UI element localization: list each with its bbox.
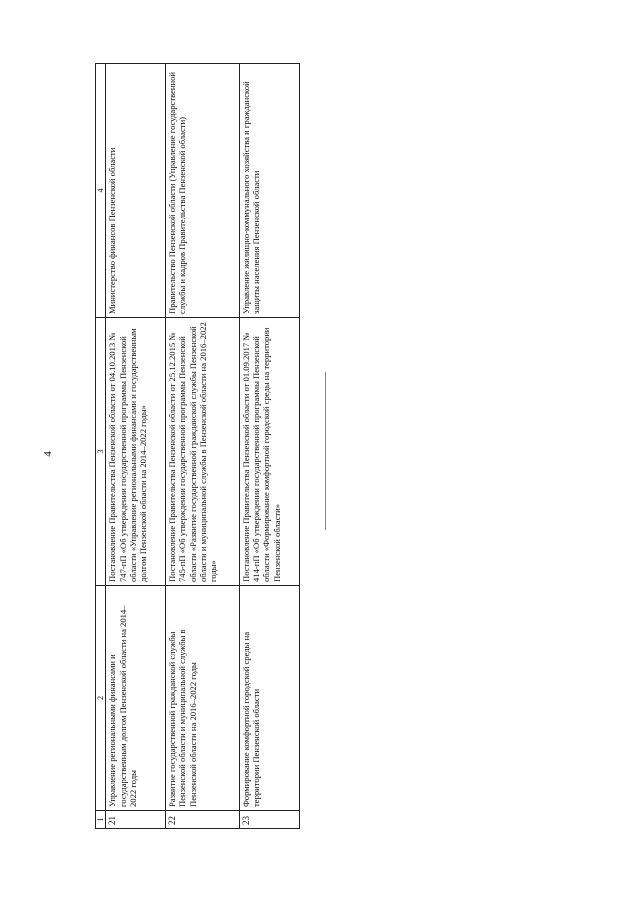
programs-table (95, 63, 300, 829)
table-row (166, 64, 240, 829)
row-number: 22 (166, 811, 240, 829)
header-col-3: 3 (96, 318, 106, 586)
header-col-1: 1 (96, 811, 106, 829)
program-name: Формирование комфортной городской среды на территории Пензенской области (240, 586, 300, 811)
legal-act: Постановление Правительства Пензенской области от 01.09.2017 № 414-пП «Об утверждении государственной программы Пензенской области «Формирование комфортной городской среды на территории Пензенской области» (240, 318, 300, 586)
responsible-executor: Управление жилищно-коммунального хозяйства и гражданской защиты населения Пензенской области (240, 64, 300, 318)
legal-act: Постановление Правительства Пензенской области от 04.10.2013 № 747-пП «Об утверждении государственной программы Пензенской области «Управление региональными финансами и государственным долгом Пензенской области на 2014–2022 годы» (106, 318, 166, 586)
responsible-executor: Правительство Пензенской области (Управление государственной службы и кадров Правительства Пензенской области) (166, 64, 240, 318)
row-number: 23 (240, 811, 300, 829)
header-col-4: 4 (96, 64, 106, 318)
responsible-executor: Министерство финансов Пензенской области (106, 64, 166, 318)
header-row (96, 64, 106, 829)
header-col-2: 2 (96, 586, 106, 811)
row-number: 21 (106, 811, 166, 829)
legal-act: Постановление Правительства Пензенской области от 25.12.2015 № 745-пП «Об утверждении государственной программы Пензенской области «Развитие государственной гражданской службы Пензенской области и муниципальной службы в Пензенской области на 2016–2022 годы» (166, 318, 240, 586)
end-divider-line (325, 372, 326, 530)
page-number: 4 (41, 451, 54, 457)
table-row (106, 64, 166, 829)
program-name: Развитие государственной гражданской службы Пензенской области и муниципальной службы в Пензенской области на 2016–2022 годы (166, 586, 240, 811)
program-name: Управление региональными финансами и государственным долгом Пензенской области на 2014–2022 годы (106, 586, 166, 811)
rotated-table-container (95, 64, 300, 829)
table-row (240, 64, 300, 829)
